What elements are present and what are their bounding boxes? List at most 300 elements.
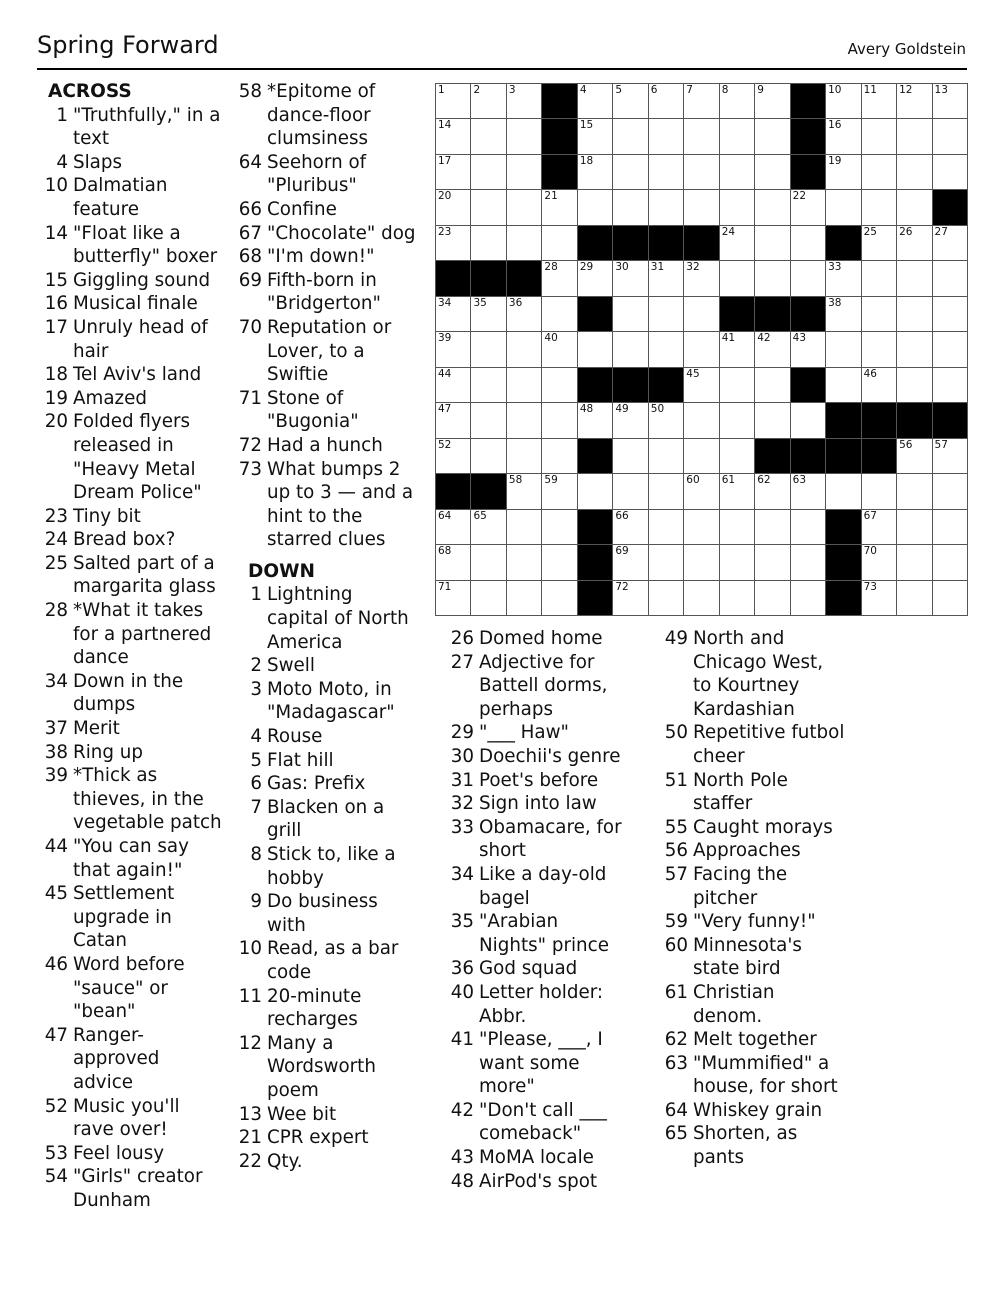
black-square — [577, 438, 612, 473]
cell-number: 63 — [792, 474, 807, 487]
grid-cell[interactable] — [435, 580, 470, 615]
grid-cell[interactable] — [825, 331, 860, 366]
grid-cell[interactable] — [754, 473, 789, 508]
cell-number: 48 — [579, 403, 594, 416]
grid-cell[interactable] — [790, 544, 825, 579]
grid-cell[interactable] — [896, 118, 931, 153]
grid-cell[interactable] — [577, 189, 612, 224]
grid-cell[interactable] — [896, 296, 931, 331]
clue — [662, 1052, 846, 1099]
grid-cell[interactable] — [683, 402, 718, 437]
clue-text: Minnesota's state bird — [693, 934, 802, 980]
grid-cell[interactable] — [612, 580, 647, 615]
grid-cell[interactable] — [648, 438, 683, 473]
grid-cell[interactable] — [648, 296, 683, 331]
clue — [236, 151, 416, 198]
grid-cell[interactable] — [790, 402, 825, 437]
grid-cell[interactable] — [719, 189, 754, 224]
black-square — [932, 402, 967, 437]
clue-number: 62 — [664, 1029, 688, 1051]
grid-cell[interactable] — [541, 189, 576, 224]
grid-cell[interactable] — [754, 367, 789, 402]
grid-cell[interactable] — [719, 154, 754, 189]
clue-number: 5 — [250, 749, 262, 771]
grid-cell[interactable] — [470, 367, 505, 402]
grid-cell[interactable] — [932, 544, 967, 579]
grid-cell[interactable] — [790, 331, 825, 366]
grid-cell[interactable] — [932, 473, 967, 508]
black-square — [825, 544, 860, 579]
black-square — [577, 296, 612, 331]
grid-cell[interactable] — [861, 331, 896, 366]
cell-number: 23 — [438, 225, 452, 238]
grid-cell[interactable] — [896, 544, 931, 579]
grid-cell[interactable] — [506, 438, 541, 473]
grid-cell[interactable] — [896, 580, 931, 615]
grid-cell[interactable] — [470, 83, 505, 118]
clue-number: 19 — [44, 387, 68, 409]
clue-text: Shorten, as pants — [693, 1123, 798, 1169]
grid-cell[interactable] — [932, 118, 967, 153]
grid-cell[interactable] — [825, 296, 860, 331]
grid-cell[interactable] — [612, 402, 647, 437]
grid-cell[interactable] — [896, 331, 931, 366]
across-clues-column-1 — [42, 80, 222, 1213]
grid-cell[interactable] — [541, 544, 576, 579]
cell-number: 46 — [863, 367, 877, 380]
clue — [236, 198, 416, 222]
clue-number: 4 — [56, 151, 68, 173]
grid-cell[interactable] — [719, 331, 754, 366]
grid-cell[interactable] — [541, 473, 576, 508]
cell-number: 62 — [757, 474, 771, 487]
grid-cell[interactable] — [506, 225, 541, 260]
grid-cell[interactable] — [719, 580, 754, 615]
grid-cell[interactable] — [861, 367, 896, 402]
grid-cell[interactable] — [541, 402, 576, 437]
cell-number: 10 — [828, 84, 842, 96]
grid-cell[interactable] — [896, 83, 931, 118]
grid-cell[interactable] — [541, 509, 576, 544]
clue-text: Ring up — [73, 741, 143, 763]
clue-text: "Mummified" a house, for short — [693, 1052, 838, 1098]
grid-cell[interactable] — [470, 438, 505, 473]
cell-number: 21 — [544, 190, 558, 203]
grid-cell[interactable] — [825, 83, 860, 118]
clue — [42, 552, 222, 599]
clue-number: 71 — [238, 387, 262, 409]
grid-cell[interactable] — [719, 367, 754, 402]
grid-cell[interactable] — [612, 473, 647, 508]
grid-cell[interactable] — [577, 118, 612, 153]
grid-cell[interactable] — [932, 260, 967, 295]
grid-cell[interactable] — [648, 544, 683, 579]
grid-cell[interactable] — [577, 83, 612, 118]
grid-cell[interactable] — [932, 331, 967, 366]
grid-cell[interactable] — [683, 331, 718, 366]
clue-number: 10 — [44, 175, 68, 197]
clue-number: 32 — [450, 793, 474, 815]
grid-cell[interactable] — [790, 509, 825, 544]
clue — [662, 1122, 846, 1169]
clue-text: Folded flyers released in "Heavy Metal Dream Police" — [73, 411, 202, 504]
black-square — [506, 260, 541, 295]
black-square — [790, 154, 825, 189]
grid-cell[interactable] — [683, 118, 718, 153]
grid-cell[interactable] — [825, 367, 860, 402]
cell-number: 70 — [863, 545, 877, 558]
clue-number: 36 — [450, 958, 474, 980]
black-square — [612, 225, 647, 260]
grid-cell[interactable] — [612, 118, 647, 153]
grid-cell[interactable] — [896, 438, 931, 473]
grid-cell[interactable] — [577, 154, 612, 189]
grid-cell[interactable] — [896, 189, 931, 224]
black-square — [790, 367, 825, 402]
grid-cell[interactable] — [648, 260, 683, 295]
grid-cell[interactable] — [861, 544, 896, 579]
grid-cell[interactable] — [612, 509, 647, 544]
grid-cell[interactable] — [683, 154, 718, 189]
grid-cell[interactable] — [470, 296, 505, 331]
grid-cell[interactable] — [719, 260, 754, 295]
grid-cell[interactable] — [648, 189, 683, 224]
grid-cell[interactable] — [754, 580, 789, 615]
clue — [42, 1165, 222, 1212]
clue-text: Wee bit — [267, 1103, 337, 1125]
cell-number: 9 — [757, 84, 764, 96]
grid-cell[interactable] — [612, 154, 647, 189]
grid-cell[interactable] — [754, 260, 789, 295]
grid-cell[interactable] — [754, 83, 789, 118]
clue-text: God squad — [479, 958, 578, 980]
clue-text: Approaches — [693, 840, 801, 862]
grid-cell[interactable] — [683, 367, 718, 402]
grid-cell[interactable] — [435, 189, 470, 224]
grid-cell[interactable] — [506, 367, 541, 402]
grid-cell[interactable] — [932, 580, 967, 615]
clue-text: "Girls" creator Dunham — [73, 1166, 203, 1211]
black-square — [825, 438, 860, 473]
grid-cell[interactable] — [861, 580, 896, 615]
grid-cell[interactable] — [932, 225, 967, 260]
grid-cell[interactable] — [648, 154, 683, 189]
clue — [42, 363, 222, 387]
grid-cell[interactable] — [612, 544, 647, 579]
grid-cell[interactable] — [683, 83, 718, 118]
clue-number: 12 — [238, 1032, 262, 1054]
grid-cell[interactable] — [612, 83, 647, 118]
cell-number: 29 — [579, 261, 594, 274]
grid-cell[interactable] — [648, 83, 683, 118]
grid-cell[interactable] — [435, 83, 470, 118]
cell-number: 20 — [438, 190, 452, 203]
grid-cell[interactable] — [470, 189, 505, 224]
grid-cell[interactable] — [470, 154, 505, 189]
clue — [42, 1142, 222, 1166]
grid-cell[interactable] — [790, 225, 825, 260]
clue — [662, 934, 846, 981]
clue-number: 63 — [664, 1052, 688, 1074]
grid-cell[interactable] — [541, 225, 576, 260]
black-square — [754, 438, 789, 473]
grid-cell[interactable] — [506, 118, 541, 153]
clue-text: Repetitive futbol cheer — [693, 722, 845, 767]
clue-number: 25 — [44, 552, 68, 574]
grid-cell[interactable] — [470, 509, 505, 544]
black-square — [577, 509, 612, 544]
grid-cell[interactable] — [541, 331, 576, 366]
clue — [236, 772, 416, 796]
black-square — [861, 402, 896, 437]
clue — [42, 505, 222, 529]
grid-cell[interactable] — [719, 438, 754, 473]
cell-number: 15 — [579, 119, 594, 132]
clue-text: 20-minute recharges — [267, 985, 362, 1031]
grid-cell[interactable] — [683, 544, 718, 579]
grid-cell[interactable] — [648, 580, 683, 615]
grid-cell[interactable] — [683, 509, 718, 544]
clue-number: 37 — [44, 718, 68, 740]
grid-cell[interactable] — [719, 509, 754, 544]
grid-cell[interactable] — [790, 260, 825, 295]
cell-number: 38 — [828, 296, 842, 309]
clue — [236, 458, 416, 552]
grid-cell[interactable] — [648, 473, 683, 508]
grid-cell[interactable] — [790, 189, 825, 224]
grid-cell[interactable] — [790, 473, 825, 508]
cell-number: 50 — [650, 403, 665, 416]
cell-number: 1 — [438, 84, 445, 96]
grid-cell[interactable] — [541, 580, 576, 615]
grid-cell[interactable] — [932, 154, 967, 189]
grid-cell[interactable] — [861, 260, 896, 295]
cell-number: 4 — [579, 84, 587, 96]
grid-cell[interactable] — [683, 438, 718, 473]
grid-cell[interactable] — [861, 509, 896, 544]
grid-cell[interactable] — [861, 189, 896, 224]
clue — [448, 863, 628, 910]
grid-cell[interactable] — [612, 260, 647, 295]
black-square — [435, 260, 470, 295]
grid-cell[interactable] — [506, 296, 541, 331]
cell-number: 72 — [615, 580, 629, 593]
down-heading: DOWN — [248, 560, 315, 582]
grid-cell[interactable] — [435, 154, 470, 189]
grid-cell[interactable] — [435, 225, 470, 260]
clue-text: Caught morays — [693, 816, 833, 838]
grid-cell[interactable] — [754, 118, 789, 153]
clue-text: Many a Wordsworth poem — [267, 1032, 376, 1101]
grid-cell[interactable] — [719, 225, 754, 260]
grid-cell[interactable] — [754, 402, 789, 437]
grid-cell[interactable] — [861, 225, 896, 260]
grid-cell[interactable] — [506, 580, 541, 615]
clue-number: 38 — [44, 741, 68, 763]
grid-cell[interactable] — [648, 509, 683, 544]
black-square — [648, 225, 683, 260]
grid-cell[interactable] — [506, 544, 541, 579]
grid-cell[interactable] — [719, 544, 754, 579]
clue — [448, 816, 628, 863]
grid-cell[interactable] — [825, 473, 860, 508]
grid-cell[interactable] — [719, 118, 754, 153]
grid-cell[interactable] — [719, 473, 754, 508]
grid-cell[interactable] — [506, 331, 541, 366]
grid-cell[interactable] — [861, 118, 896, 153]
clue-number: 45 — [44, 883, 68, 905]
grid-cell[interactable] — [754, 225, 789, 260]
clue — [236, 890, 416, 937]
clue — [448, 910, 628, 957]
grid-cell[interactable] — [861, 473, 896, 508]
grid-cell[interactable] — [577, 260, 612, 295]
grid-cell[interactable] — [435, 367, 470, 402]
grid-cell[interactable] — [683, 473, 718, 508]
cell-number: 56 — [899, 438, 913, 451]
clue-text: Salted part of a margarita glass — [73, 552, 216, 598]
clue-text: Blacken on a grill — [267, 796, 385, 842]
grid-cell[interactable] — [861, 296, 896, 331]
grid-cell[interactable] — [612, 331, 647, 366]
grid-cell[interactable] — [683, 189, 718, 224]
grid-cell[interactable] — [754, 189, 789, 224]
grid-cell[interactable] — [932, 296, 967, 331]
grid-cell[interactable] — [470, 331, 505, 366]
grid-cell[interactable] — [932, 83, 967, 118]
clue-text: "Don't call ___ comeback" — [479, 1099, 607, 1145]
grid-cell[interactable] — [754, 544, 789, 579]
grid-cell[interactable] — [896, 225, 931, 260]
black-square — [719, 296, 754, 331]
grid-cell[interactable] — [577, 331, 612, 366]
grid-cell[interactable] — [612, 438, 647, 473]
grid-cell[interactable] — [435, 544, 470, 579]
down-clues-column-3 — [448, 627, 628, 1193]
grid-cell[interactable] — [719, 83, 754, 118]
grid-cell[interactable] — [435, 438, 470, 473]
clue — [236, 749, 416, 773]
grid-cell[interactable] — [577, 402, 612, 437]
grid-cell[interactable] — [506, 473, 541, 508]
grid-cell[interactable] — [896, 260, 931, 295]
clue — [662, 981, 846, 1028]
grid-cell[interactable] — [648, 118, 683, 153]
clue-number: 26 — [450, 628, 474, 649]
cell-number: 3 — [508, 84, 516, 96]
grid-cell[interactable] — [896, 154, 931, 189]
grid-cell[interactable] — [932, 367, 967, 402]
clue-text: Down in the dumps — [73, 670, 184, 716]
clue-number: 73 — [238, 458, 262, 480]
grid-cell[interactable] — [541, 296, 576, 331]
black-square — [790, 118, 825, 153]
grid-cell[interactable] — [435, 331, 470, 366]
cell-number: 6 — [650, 84, 658, 96]
clue — [236, 1103, 416, 1127]
clue-number: 72 — [238, 434, 262, 456]
clue — [236, 583, 416, 654]
grid-cell[interactable] — [825, 118, 860, 153]
grid-cell[interactable] — [754, 154, 789, 189]
grid-cell[interactable] — [825, 154, 860, 189]
grid-cell[interactable] — [896, 367, 931, 402]
cell-number: 59 — [544, 474, 558, 487]
grid-cell[interactable] — [506, 189, 541, 224]
grid-cell[interactable] — [896, 473, 931, 508]
clue-text: Moto Moto, in "Madagascar" — [267, 678, 395, 724]
grid-cell[interactable] — [932, 438, 967, 473]
grid-cell[interactable] — [435, 118, 470, 153]
grid-cell[interactable] — [577, 473, 612, 508]
grid-cell[interactable] — [435, 296, 470, 331]
grid-cell[interactable] — [825, 189, 860, 224]
grid-cell[interactable] — [506, 509, 541, 544]
cell-number: 68 — [438, 545, 452, 558]
grid-cell[interactable] — [648, 331, 683, 366]
clue — [236, 222, 416, 246]
grid-cell[interactable] — [683, 260, 718, 295]
grid-cell[interactable] — [861, 154, 896, 189]
grid-cell[interactable] — [435, 402, 470, 437]
grid-cell[interactable] — [790, 580, 825, 615]
grid-cell[interactable] — [683, 580, 718, 615]
grid-cell[interactable] — [683, 296, 718, 331]
grid-cell[interactable] — [470, 580, 505, 615]
clue-text: Letter holder: Abbr. — [479, 981, 604, 1027]
grid-cell[interactable] — [470, 544, 505, 579]
grid-cell[interactable] — [470, 225, 505, 260]
grid-cell[interactable] — [754, 509, 789, 544]
black-square — [861, 438, 896, 473]
grid-cell[interactable] — [506, 83, 541, 118]
clue-number: 60 — [664, 934, 688, 956]
cell-number: 41 — [721, 332, 736, 345]
grid-cell[interactable] — [612, 189, 647, 224]
grid-cell[interactable] — [825, 260, 860, 295]
clue-number: 52 — [44, 1095, 68, 1117]
grid-cell[interactable] — [932, 509, 967, 544]
grid-cell[interactable] — [719, 402, 754, 437]
clue-text: Qty. — [267, 1150, 303, 1172]
grid-cell[interactable] — [506, 154, 541, 189]
grid-cell[interactable] — [612, 296, 647, 331]
grid-cell[interactable] — [435, 509, 470, 544]
clue — [42, 1095, 222, 1142]
grid-cell[interactable] — [861, 83, 896, 118]
clue-number: 22 — [238, 1150, 262, 1172]
clue-number: 68 — [238, 246, 262, 268]
grid-cell[interactable] — [648, 402, 683, 437]
clue — [42, 953, 222, 1024]
grid-cell[interactable] — [541, 260, 576, 295]
clue-text: Stone of "Bugonia" — [267, 387, 359, 433]
grid-cell[interactable] — [754, 331, 789, 366]
grid-cell[interactable] — [506, 402, 541, 437]
cell-number: 73 — [863, 580, 877, 593]
clue — [448, 1170, 628, 1194]
clue-number: 48 — [450, 1170, 474, 1192]
grid-cell[interactable] — [541, 438, 576, 473]
black-square — [612, 367, 647, 402]
grid-cell[interactable] — [470, 402, 505, 437]
grid-cell[interactable] — [541, 367, 576, 402]
clue-text: Sign into law — [479, 793, 597, 815]
grid-cell[interactable] — [470, 118, 505, 153]
cell-number: 33 — [828, 261, 842, 274]
clue — [42, 222, 222, 269]
grid-cell[interactable] — [896, 509, 931, 544]
